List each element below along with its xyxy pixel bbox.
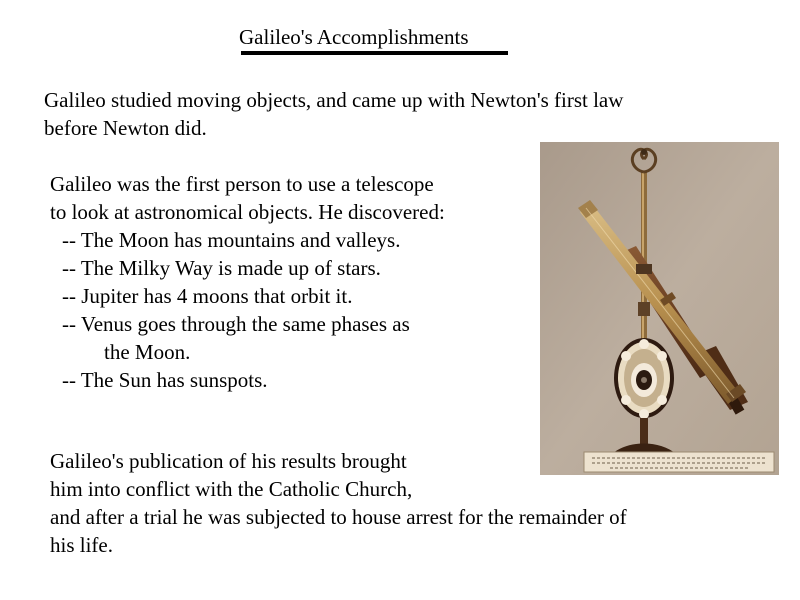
text-line: to look at astronomical objects. He discovered: [50,200,445,224]
telescope-photo [540,142,779,475]
text-line: him into conflict with the Catholic Church, [50,477,413,501]
slide-title: Galileo's Accomplishments [239,25,469,49]
text-line: Galileo studied moving objects, and came up with Newton's first law [44,88,624,112]
discovery-item-venus: -- Venus goes through the same phases as [62,312,410,336]
discovery-item-jupiter: -- Jupiter has 4 moons that orbit it. [62,284,353,308]
newton-paragraph [44,86,623,142]
text-line: his life. [50,533,113,557]
text-line: Galileo was the first person to use a telescope [50,172,434,196]
placard [584,452,774,472]
text-line: before Newton did. [44,116,207,140]
discovery-item-milky-way: -- The Milky Way is made up of stars. [62,256,381,280]
text-line: and after a trial he was subjected to house arrest for the remainder of [50,505,627,529]
stand-base-post [640,418,648,444]
discovery-item-sun: -- The Sun has sunspots. [62,368,268,392]
telescope-paragraph [50,170,445,394]
text-line: Galileo's publication of his results brought [50,449,407,473]
discovery-item-venus-continued: the Moon. [104,340,191,364]
discovery-item-moon: -- The Moon has mountains and valleys. [62,228,401,252]
title-underline [241,51,508,55]
